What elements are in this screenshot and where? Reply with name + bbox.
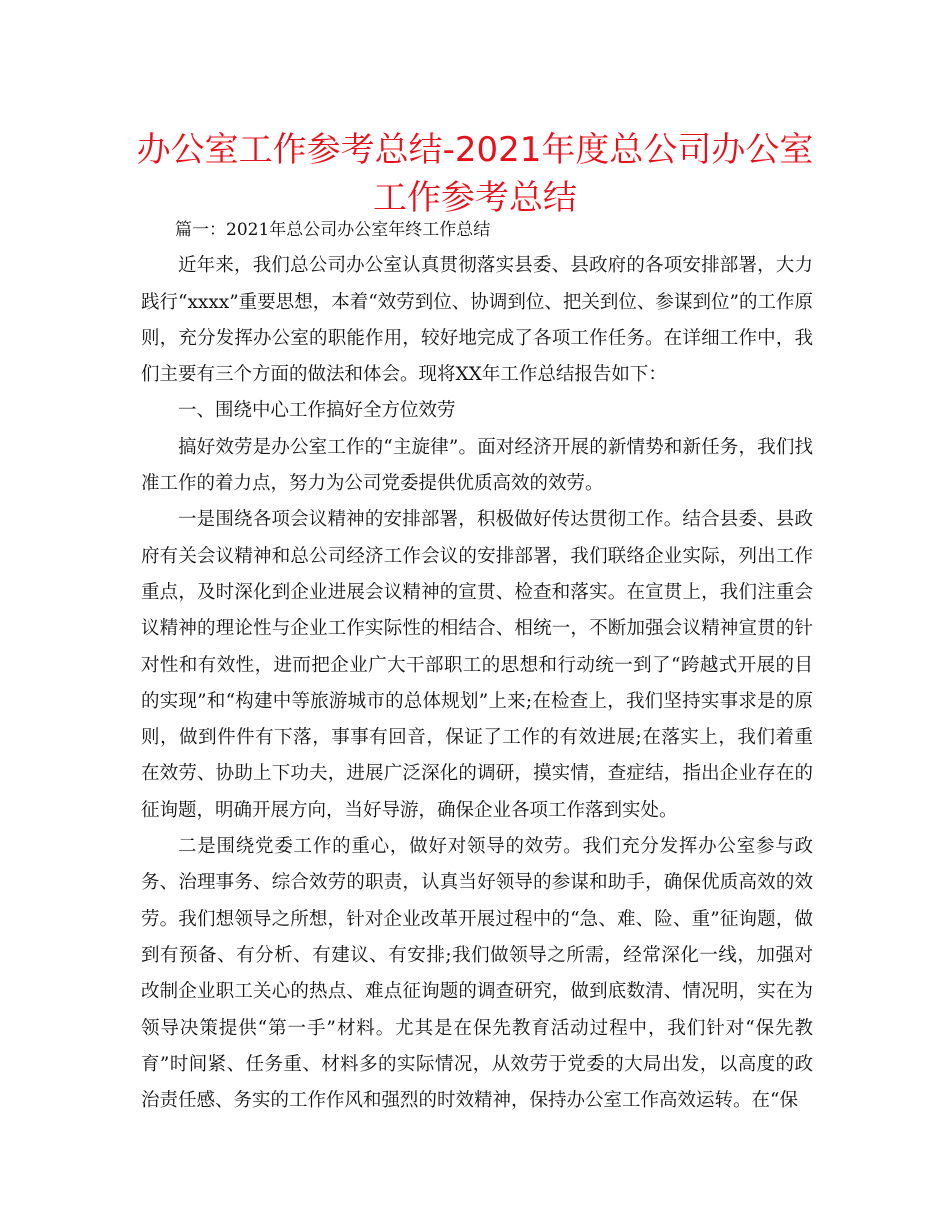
paragraph-point-one: 一是围绕各项会议精神的安排部署，积极做好传达贯彻工作。结合县委、县政府有关会议精神和总公司经济工作会议的安排部署，我们联络企业实际，列出工作重点，及时深化到企业进展会议精神的宣贯、检查和落实。在宣贯上，我们注重会议精神的理论性与企业工作实际性的相结合、相统一，不断加强会议精神宣贯的针对性和有效性，进而把企业广大干部职工的思想和行动统一到了“跨越式开展的目的实现”和“构建中等旅游城市的总体规划”上来;在检查上，我们坚持实事求是的原则，做到件件有下落，事事有回音，保证了工作的有效进展;在落实上，我们着重在效劳、协助上下功夫，进展广泛深化的调研，摸实情，查症结，指出企业存在的征询题，明确开展方向，当好导游，确保企业各项工作落到实处。: [141, 509, 813, 821]
paragraph-point-two: 二是围绕党委工作的重心，做好对领导的效劳。我们充分发挥办公室参与政务、治理事务、综合效劳的职责，认真当好领导的参谋和助手，确保优质高效的效劳。我们想领导之所想，针对企业改革开展过程中的“急、难、险、重”征询题，做到有预备、有分析、有建议、有安排;我们做领导之所需，经常深化一线，加强对改制企业职工关心的热点、难点征询题的调查研究，做到底数清、情况明，实在为领导决策提供“第一手”材料。尤其是在保先教育活动过程中，我们针对“保先教育”时间紧、任务重、材料多的实际情况，从效劳于党委的大局出发，以高度的政治责任感、务实的工作作风和强烈的时效精神，保持办公室工作高效运转。在“保: [141, 836, 813, 1112]
paragraph-service: 搞好效劳是办公室工作的“主旋律”。面对经济开展的新情势和新任务，我们找准工作的着力点，努力为公司党委提供优质高效的效劳。: [141, 436, 813, 495]
document-subtitle: 篇一：2021年总公司办公室年终工作总结: [175, 220, 491, 240]
document-title: 办公室工作参考总结-2021年度总公司办公室工作参考总结: [136, 130, 814, 218]
section-heading-1: 一、围绕中心工作搞好全方位效劳: [178, 400, 456, 422]
document-body: [141, 212, 813, 1119]
paragraph-intro: 近年来，我们总公司办公室认真贯彻落实县委、县政府的各项安排部署，大力践行“xxxx”重要思想，本着“效劳到位、协调到位、把关到位、参谋到位”的工作原则，充分发挥办公室的职能作用，较好地完成了各项工作任务。在详细工作中，我们主要有三个方面的做法和体会。现将XX年工作总结报告如下：: [141, 255, 813, 386]
